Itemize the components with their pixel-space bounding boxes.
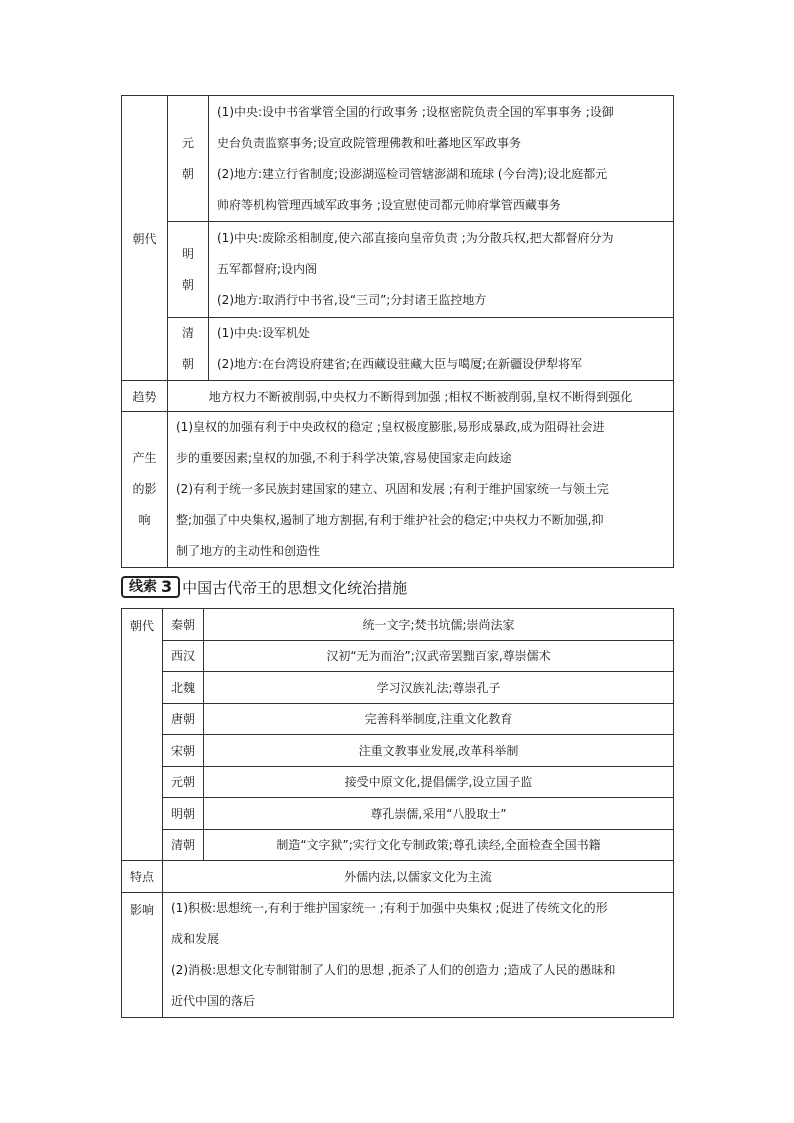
dynasty-name-yuan: 元 朝: [168, 96, 209, 222]
dynasty-cell: 北魏: [163, 672, 204, 704]
qing-measures: (1)中央:设军机处 (2)地方:在台湾设府建省;在西藏设驻藏大臣与噶厦;在新疆设伊犁将军: [209, 318, 674, 381]
measure-cell: 汉初“无为而治”;汉武帝罢黜百家,尊崇儒术: [204, 640, 674, 672]
section-3-title: 中国古代帝王的思想文化统治措施: [182, 578, 408, 597]
dynasty-name-ming: 明 朝: [168, 222, 209, 318]
impact-label: 产生 的影 响: [122, 412, 168, 568]
yuan-measures: (1)中央:设中书省掌管全国的行政事务 ;设枢密院负责全国的军事事务 ;设御 史台负责监察事务;设宣政院管理佛教和吐蕃地区军政事务 (2)地方:建立行省制度;设澎湖巡检司管辖澎湖和琉球 (今台湾);设北庭都元 帅府等机构管理西域军政事务 ;设宣慰使司都元帅府掌管西藏事务: [209, 96, 674, 222]
feature-text: 外儒内法,以儒家文化为主流: [163, 861, 674, 893]
measure-cell: 制造“文字狱”;实行文化专制政策;尊孔读经,全面检查全国书籍: [204, 829, 674, 861]
thought-culture-table: [121, 608, 674, 1018]
trend-text: 地方权力不断被削弱,中央权力不断得到加强 ;相权不断被削弱,皇权不断得到强化: [168, 381, 674, 412]
measure-cell: 统一文字;焚书坑儒;崇尚法家: [204, 609, 674, 641]
feature-label: 特点: [122, 861, 163, 893]
measure-cell: 接受中原文化,提倡儒学,设立国子监: [204, 766, 674, 798]
dynasty-cell: 明朝: [163, 798, 204, 830]
dynasty-name-qing: 清 朝: [168, 318, 209, 381]
measure-cell: 学习汉族礼法;尊崇孔子: [204, 672, 674, 704]
impact-text: (1)积极:思想统一,有利于维护国家统一 ;有利于加强中央集权 ;促进了传统文化的形 成和发展 (2)消极:思想文化专制钳制了人们的思想 ,扼杀了人们的创造力 ;造成了人民的愚昧和 近代中国的落后: [163, 892, 674, 1017]
dynasty-cell: 元朝: [163, 766, 204, 798]
measure-cell: 完善科举制度,注重文化教育: [204, 703, 674, 735]
political-system-table: [121, 95, 674, 568]
clue-badge: 线索 3: [121, 576, 180, 598]
dynasty-cell: 宋朝: [163, 735, 204, 767]
ming-measures: (1)中央:废除丞相制度,使六部直接向皇帝负责 ;为分散兵权,把大都督府分为 五军都督府;设内阁 (2)地方:取消行中书省,设“三司”;分封诸王监控地方: [209, 222, 674, 318]
impact-label: 影响: [122, 892, 163, 1017]
dynasty-cell: 清朝: [163, 829, 204, 861]
dynasty-group-label: 朝代: [122, 96, 168, 381]
dynasty-cell: 秦朝: [163, 609, 204, 641]
measure-cell: 尊孔崇儒,采用“八股取士”: [204, 798, 674, 830]
measure-cell: 注重文教事业发展,改革科举制: [204, 735, 674, 767]
dynasty-group-label: 朝代: [122, 609, 163, 861]
impact-text: (1)皇权的加强有利于中央政权的稳定 ;皇权极度膨胀,易形成暴政,成为阻碍社会进 步的重要因素;皇权的加强,不利于科学决策,容易使国家走向歧途 (2)有利于统一多民族封建国家的建立、巩固和发展 ;有利于维护国家统一与领土完 整;加强了中央集权,遏制了地方割据,有利于维护社会的稳定;中央权力不断加强,抑 制了地方的主动性和创造性: [168, 412, 674, 568]
trend-label: 趋势: [122, 381, 168, 412]
dynasty-cell: 唐朝: [163, 703, 204, 735]
dynasty-cell: 西汉: [163, 640, 204, 672]
section-3-heading: [121, 575, 407, 599]
